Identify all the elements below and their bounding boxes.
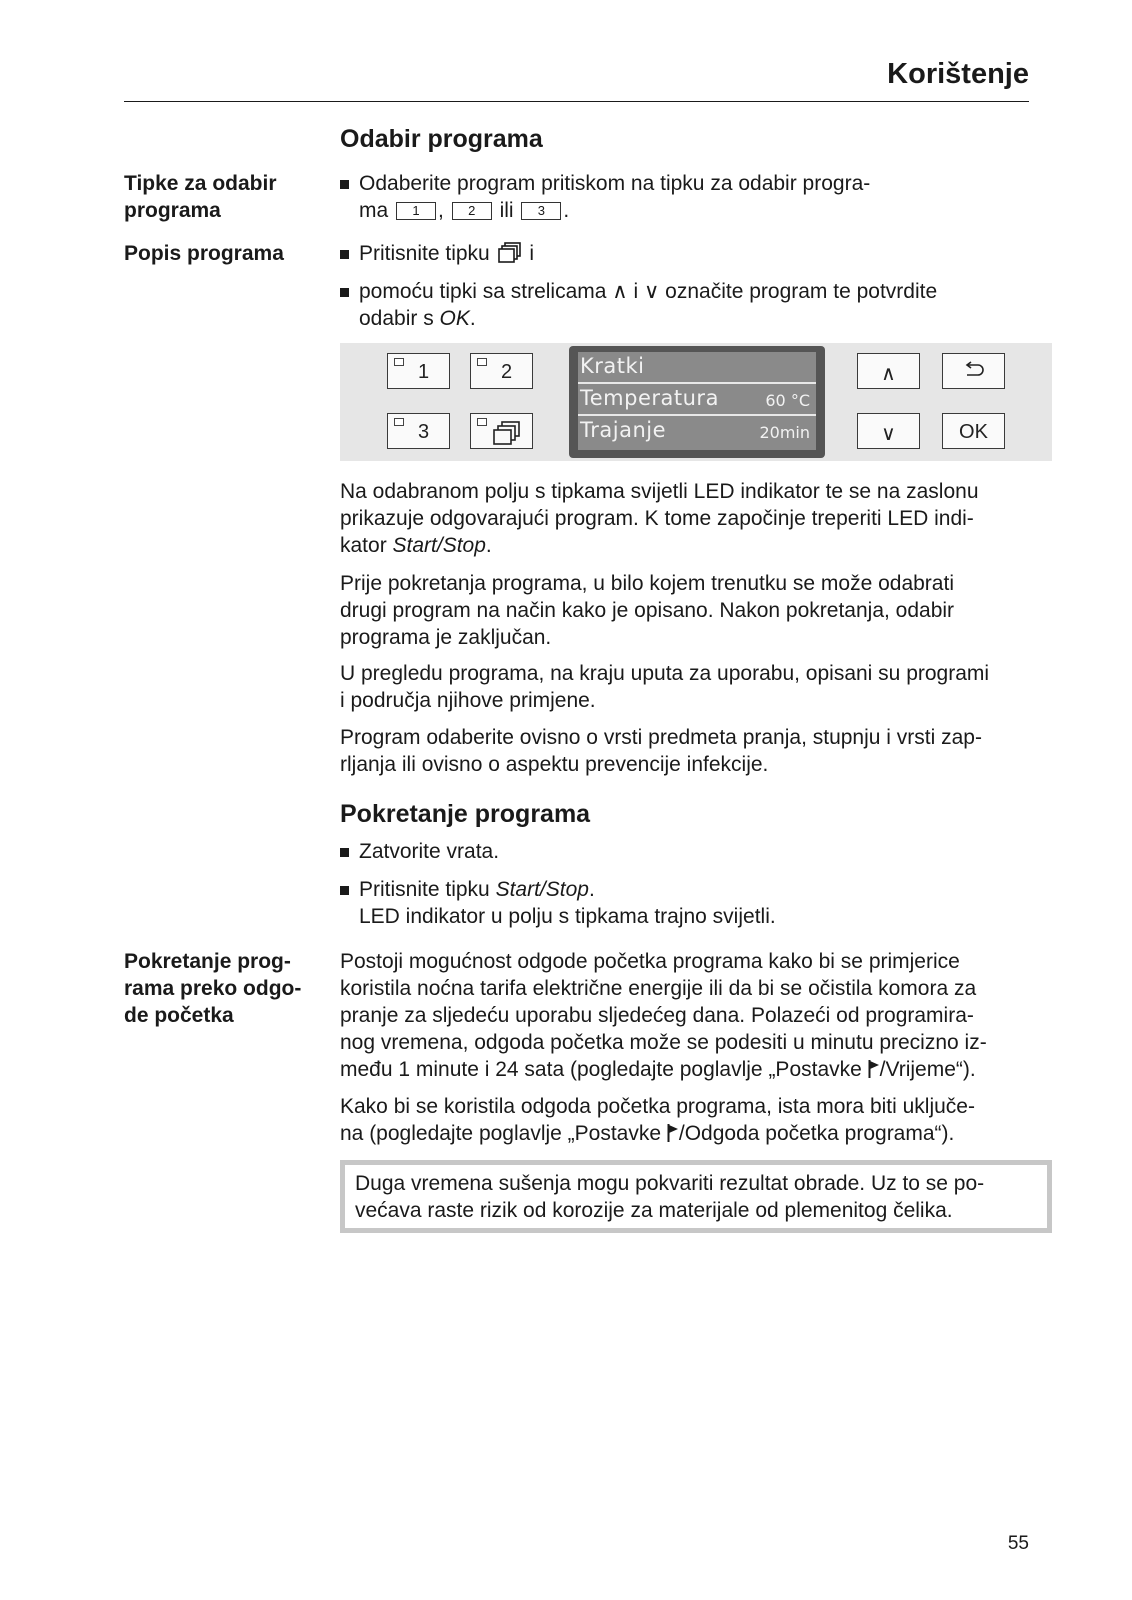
button-label: 1: [418, 361, 430, 383]
ok-italic: OK: [439, 307, 470, 330]
paragraph-led-info: [340, 478, 1040, 559]
note-line: većava raste rizik od korozije za materijale od plemenitog čelika.: [355, 1199, 953, 1222]
paragraph-line: Postoji mogućnost odgode početka programa kako bi se primjerice: [340, 950, 960, 973]
page-header-title: Korištenje: [887, 58, 1029, 90]
bullet-text: i: [529, 242, 535, 265]
back-arrow-icon: [962, 361, 986, 381]
heading-odabir-programa: Odabir programa: [340, 125, 543, 153]
bullet-square-icon: [340, 180, 349, 189]
paragraph-line: Prije pokretanja programa, u bilo kojem trenutku se može odabrati: [340, 572, 954, 595]
bullet-square-icon: [340, 288, 349, 297]
paragraph-line: prikazuje odgovarajući program. K tome započinje treperiti LED indi-: [340, 507, 974, 530]
bullet-text: odabir s: [359, 307, 440, 330]
page-number: 55: [1007, 1533, 1029, 1554]
paragraph-delay-start: [340, 948, 1040, 1083]
side-label-line: rama preko odgo-: [124, 977, 302, 1000]
side-label-line: programa: [124, 199, 221, 222]
bullet-text: Zatvorite vrata.: [359, 840, 500, 863]
bullet-text: pomoću tipki sa strelicama ∧ i ∨ označite program te potvrdite: [359, 280, 938, 303]
paragraph-line: i područja njihove primjene.: [340, 689, 596, 712]
bullet-square-icon: [340, 848, 349, 857]
arrow-up-button: [857, 353, 920, 389]
side-label-tipke: [124, 170, 324, 224]
side-label-odgoda: [124, 948, 324, 1029]
paragraph-line: U pregledu programa, na kraju uputa za uporabu, opisani su programi: [340, 662, 990, 685]
bullet-text: ma: [359, 199, 389, 222]
key-2-icon: 2: [452, 202, 492, 220]
led-icon: [394, 418, 404, 426]
flag-icon: [667, 1123, 679, 1143]
bullet-close-door: [340, 838, 1040, 868]
paragraph-line: [340, 1056, 1040, 1083]
arrow-up-icon: ∧: [881, 363, 896, 385]
display-row-value: 60 °C: [765, 391, 810, 410]
paragraph-line: pranje za sljedeću uporabu sljedećeg dana. Polazeći od programira-: [340, 1004, 974, 1027]
control-panel-illustration: [340, 343, 1052, 461]
program-button-3: [387, 413, 450, 449]
arrow-down-button: [857, 413, 920, 449]
bullet-square-icon: [340, 886, 349, 895]
display-row-label: Temperatura: [580, 386, 719, 410]
led-icon: [477, 418, 487, 426]
bullet-text: LED indikator u polju s tipkama trajno svijetli.: [359, 905, 776, 928]
warning-note-box: [340, 1160, 1052, 1233]
display-row: [578, 416, 816, 446]
arrow-down-icon: ∨: [881, 423, 896, 445]
bullet-arrows: [340, 278, 1040, 334]
program-button-2: [470, 353, 533, 389]
display-row-value: 20min: [759, 423, 810, 442]
paragraph-line: kator Start/Stop.: [340, 534, 492, 557]
back-button: [942, 353, 1005, 389]
display-row-label: Trajanje: [580, 418, 667, 442]
key-1-icon: 1: [396, 202, 436, 220]
program-list-button: [470, 413, 533, 449]
program-list-icon: [493, 421, 521, 445]
bullet-text: .: [588, 878, 595, 901]
bullet-select-program: [340, 170, 1040, 226]
bullet-square-icon: [340, 250, 349, 259]
start-stop-italic: Start/Stop: [495, 878, 589, 901]
led-icon: [477, 358, 487, 366]
display-row: [578, 352, 816, 384]
paragraph-text: među 1 minute i 24 sata (pogledajte poglavlje „Postavke: [340, 1058, 868, 1081]
led-icon: [394, 358, 404, 366]
paragraph-line: drugi program na način kako je opisano. Nakon pokretanja, odabir: [340, 599, 955, 622]
program-display: [569, 346, 825, 458]
ok-button-label: OK: [959, 421, 988, 443]
paragraph-line: koristila noćna tarifa električne energije ili da bi se očistila komora za: [340, 977, 977, 1000]
header-divider: [124, 101, 1029, 102]
flag-icon: [868, 1059, 880, 1079]
bullet-text: .: [469, 307, 476, 330]
separator: ,: [438, 199, 444, 222]
paragraph-text: /Vrijeme“).: [879, 1058, 976, 1081]
bullet-text: Odaberite program pritiskom na tipku za odabir progra-: [359, 172, 871, 195]
paragraph-overview: [340, 660, 1040, 714]
bullet-press-key: [340, 240, 1040, 270]
heading-pokretanje-programa: Pokretanje programa: [340, 800, 591, 828]
paragraph-line: Program odaberite ovisno o vrsti predmeta pranja, stupnju i vrsti zap-: [340, 726, 982, 749]
paragraph-line: programa je zaključan.: [340, 626, 552, 649]
bullet-text: [359, 876, 1039, 903]
separator: .: [563, 199, 570, 222]
side-label-line: Pokretanje prog-: [124, 950, 291, 973]
paragraph-line: nog vremena, odgoda početka može se podesiti u minutu precizno iz-: [340, 1031, 987, 1054]
side-label-popis: Popis programa: [124, 242, 284, 265]
paragraph-line: rljanja ili ovisno o aspektu prevencije infekcije.: [340, 753, 769, 776]
button-label: 2: [501, 361, 513, 383]
button-label: 3: [418, 421, 430, 443]
paragraph-choose: [340, 724, 1040, 778]
paragraph-text: /Odgoda početka programa“).: [678, 1122, 955, 1145]
side-label-line: de početka: [124, 1004, 234, 1027]
note-line: Duga vremena sušenja mogu pokvariti rezultat obrade. Uz to se po-: [355, 1172, 985, 1195]
bullet-start-stop: [340, 876, 1040, 932]
side-label-line: Tipke za odabir: [124, 172, 277, 195]
paragraph-line: Kako bi se koristila odgoda početka programa, ista mora biti uključe-: [340, 1095, 975, 1118]
display-row: [578, 384, 816, 416]
paragraph-change-program: [340, 570, 1040, 651]
key-3-icon: 3: [521, 202, 561, 220]
bullet-text-keys: [359, 197, 1039, 224]
program-button-1: [387, 353, 450, 389]
start-stop-italic: Start/Stop: [392, 534, 486, 557]
display-row-label: Kratki: [580, 354, 645, 378]
bullet-text: [359, 305, 1039, 332]
paragraph-enable-delay: [340, 1093, 1040, 1147]
paragraph-text: na (pogledajte poglavlje „Postavke: [340, 1122, 667, 1145]
paragraph-line: Na odabranom polju s tipkama svijetli LED indikator te se na zaslonu: [340, 480, 979, 503]
paragraph-line: [340, 1120, 1040, 1147]
bullet-text: Pritisnite tipku: [359, 878, 496, 901]
program-list-icon: [498, 242, 522, 264]
display-screen: [578, 352, 816, 450]
ok-button: [942, 413, 1005, 449]
separator: ili: [499, 199, 514, 222]
bullet-text: Pritisnite tipku: [359, 242, 490, 265]
